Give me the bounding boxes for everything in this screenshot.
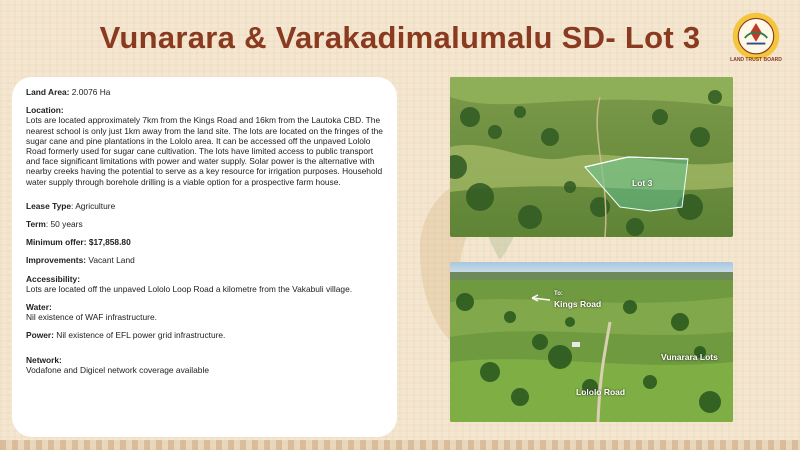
aerial-landscape-image <box>450 262 733 422</box>
lot-label: Lot 3 <box>632 178 653 188</box>
land-area: Land Area: 2.0076 Ha <box>26 87 111 97</box>
page-title: Vunarara & Varakadimalumalu SD- Lot 3 <box>99 20 701 55</box>
bottom-border <box>0 440 800 450</box>
to-label: To: <box>554 291 563 297</box>
aerial-landscape-image <box>450 77 733 237</box>
minimum-offer: Minimum offer: $17,858.80 <box>26 237 131 248</box>
improvements: Improvements: Vacant Land <box>26 255 135 266</box>
aerial-photo-lot <box>450 77 733 237</box>
lololo-road-label: Lololo Road <box>576 387 626 397</box>
logo-org-name: LAND TRUST BOARD <box>730 57 782 63</box>
term: Term: 50 years <box>26 219 83 230</box>
aerial-photo-area <box>450 262 733 422</box>
kings-road-label: Kings Road <box>554 299 602 309</box>
lease-type: Lease Type: Agriculture <box>26 200 116 211</box>
location: Location: Lots are located approximately 7km from the Kings Road and 16km from the Lautoka CBD. The nearest school is only just 1km away from the land site. The lots are located on the fringes of the sugar cane and pine plantations in the Lololo area. It can be accessed off the unpaved Lololo Road formerly used for sugar cane cultivation. The lots have limited access to public transport and face significant limitations with power and water supply. Solar power is the alternative with nearby creeks having the potential to serve as a key resource for irrigation purposes. Household water supply through borehole drilling is a viable option for a prospective farm house. <box>26 105 383 187</box>
network: Network: Vodafone and Digicel network coverage available <box>26 354 209 375</box>
details-panel <box>12 77 397 437</box>
accessibility: Accessibility: Lots are located off the unpaved Lololo Loop Road a kilometre from the Vakabuli village. <box>26 273 353 294</box>
vunarara-lots-label: Vunarara Lots <box>661 352 718 362</box>
power: Power: Nil existence of EFL power grid infrastructure. <box>26 330 226 341</box>
location-text: Lots are located approximately 7km from the Kings Road and 16km from the Lautoka CBD. The nearest school is only just 1km away from the land site. The lots are located on the fringes of the sugar cane and pine plantations in the Lololo area. It can be accessed off the unpaved Lololo Road formerly used for sugar cane cultivation. The lots have limited access to public transport and face significant limitations with power and water supply. Solar power is the alternative with nearby creeks having the potential to serve as a key resource for irrigation purposes. Household water supply through borehole drilling is a viable option for a prospective farm house. <box>26 115 383 187</box>
water: Water: Nil existence of WAF infrastructure. <box>26 302 157 323</box>
